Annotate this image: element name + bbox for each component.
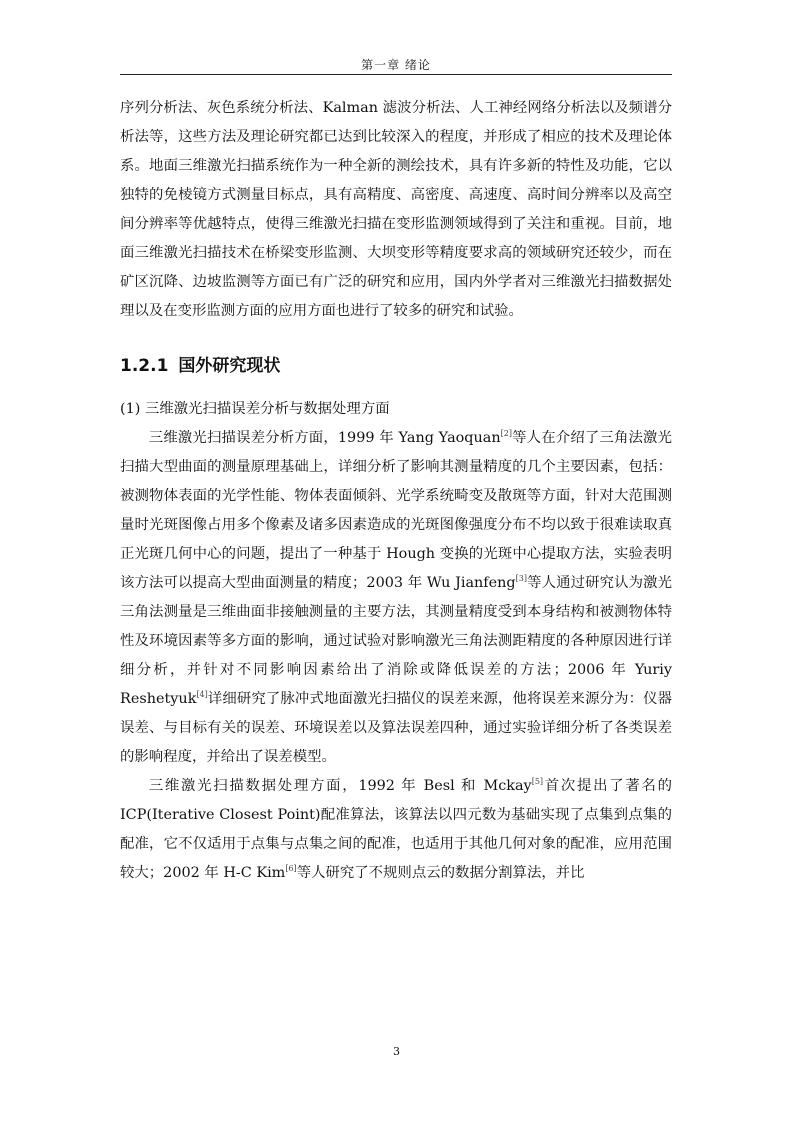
page-body bbox=[120, 94, 672, 888]
running-header: 第一章 绪论 bbox=[361, 58, 431, 72]
citation-ref-4[interactable]: [4] bbox=[196, 690, 208, 699]
data-processing-paragraph bbox=[120, 772, 672, 888]
section-number: 1.2.1 bbox=[120, 356, 169, 376]
page-number: 3 bbox=[393, 1045, 400, 1058]
text-run: 等人研究了不规则点云的数据分割算法，并比 bbox=[296, 865, 585, 881]
citation-ref-6[interactable]: [6] bbox=[285, 864, 297, 873]
error-analysis-paragraph bbox=[120, 424, 672, 772]
citation-ref-3[interactable]: [3] bbox=[515, 574, 527, 583]
text-run: 三维激光扫描数据处理方面，1992 年 Besl 和 Mckay bbox=[148, 778, 532, 794]
text-run: 等人在介绍了三角法激光扫描大型曲面的测量原理基础上，详细分析了影响其测量精度的几个主要因素，包括：被测物体表面的光学性能、物体表面倾斜、光学系统畸变及散斑等方面，针对大范围测量时光斑图像占用多个像素及诸多因素造成的光斑图像强度分布不均以致于很难读取真正光斑几何中心的问题，提出了一种基于 Hough 变换的光斑中心提取方法，实验表明该方法可以提高大型曲面测量的精度；2003 年 Wu Jianfeng bbox=[120, 430, 672, 591]
subsection-title: (1) 三维激光扫描误差分析与数据处理方面 bbox=[120, 401, 390, 417]
text-run: 详细研究了脉冲式地面激光扫描仪的误差来源，他将误差来源分为：仪器误差、与目标有关的误差、环境误差以及算法误差四种，通过实验详细分析了各类误差的影响程度，并给出了误差模型。 bbox=[120, 691, 672, 765]
citation-ref-2[interactable]: [2] bbox=[500, 429, 512, 438]
text-run: 三维激光扫描误差分析方面，1999 年 Yang Yaoquan bbox=[148, 430, 501, 446]
intro-paragraph: 序列分析法、灰色系统分析法、Kalman 滤波分析法、人工神经网络分析法以及频谱分析法等，这些方法及理论研究都已达到比较深入的程度，并形成了相应的技术及理论体系。地面三维激光扫描系统作为一种全新的测绘技术，具有许多新的特性及功能，它以独特的免棱镜方式测量目标点，具有高精度、高密度、高速度、高时间分辨率以及高空间分辨率等优越特点，使得三维激光扫描在变形监测领域得到了关注和重视。目前，地面三维激光扫描技术在桥梁变形监测、大坝变形等精度要求高的领域研究还较少，而在矿区沉降、边坡监测等方面已有广泛的研究和应用，国内外学者对三维激光扫描数据处理以及在变形监测方面的应用方面也进行了较多的研究和试验。 bbox=[120, 100, 672, 319]
section-heading bbox=[120, 351, 672, 381]
header-divider bbox=[120, 74, 672, 75]
text-run: 等人通过研究认为激光三角法测量是三维曲面非接触测量的主要方法，其测量精度受到本身结构和被测物体特性及环境因素等多方面的影响，通过试验对影响激光三角法测距精度的各种原因进行详细分析，并针对不同影响因素给出了消除或降低误差的方法；2006 年 Yuriy Reshetyuk bbox=[120, 575, 672, 707]
citation-ref-5[interactable]: [5] bbox=[531, 777, 544, 786]
text-run: 首次提出了著名的 ICP(Iterative Closest Point)配准算法，该算法以四元数为基础实现了点集到点集的配准，它不仅适用于点集与点集之间的配准，也适用于其他几何对象的配准，应用范围较大；2002 年 H-C Kim bbox=[120, 778, 672, 881]
section-title: 国外研究现状 bbox=[178, 356, 281, 376]
